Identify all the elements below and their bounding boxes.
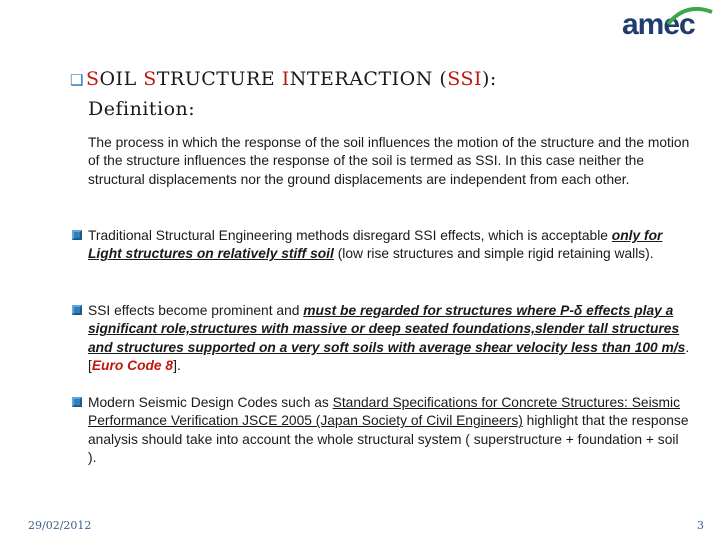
bullet-2-reference: Euro Code 8 [91,358,174,374]
bullet-icon [72,305,82,315]
bullet-1-text: Traditional Structural Engineering methods disregard SSI effects, which is acceptable [88,228,612,243]
title-bullet-icon: ❑ [70,71,84,89]
slide-title [70,68,497,90]
bullet-item-2 [72,302,690,376]
bullet-1-tail: (low rise structures and simple rigid retaining walls). [333,246,654,262]
title-abbr: SSI [447,68,483,90]
bullet-3-code-reference: Standard Specifications for Concrete Structures: Seismic Performance Verification JSCE 2005 (Japan Society of Civil Engineers) [88,395,680,429]
title-letter-s1: S [85,68,100,90]
bullet-3-tail: highlight that the response analysis should take into account the whole structural system ( superstructure + foundation + soil ). [88,413,689,466]
bullet-icon [72,397,82,407]
bullet-2-emphasis: must be regarded for structures where P-δ effects play a significant role,structures with massive or deep seated foundations,slender tall structures and structures supported on a very soft soils with average shear velocity less than 100 m/s [88,303,686,355]
title-part-4: ): [482,68,497,90]
title-part-3: NTERACTION ( [289,68,448,90]
bullet-2-bracket-open: .[ [88,339,690,374]
bullet-2-bracket-close: ]. [173,358,181,374]
title-part-1: OIL [99,68,144,90]
bullet-1-emphasis: only for Light structures on relatively stiff soil [88,228,663,262]
amec-logo [622,8,714,48]
bullet-icon [72,230,82,240]
footer-date: 29/02/2012 [28,519,92,532]
title-letter-s2: S [143,68,157,90]
logo-swoosh-icon [666,4,716,28]
title-letter-i: I [281,68,290,90]
bullet-3-text: Modern Seismic Design Codes such as [88,395,333,410]
title-part-2: TRUCTURE [156,68,282,90]
bullet-item-3 [72,394,690,468]
definition-label: Definition: [88,98,196,120]
bullet-item-1 [72,227,690,264]
page-number: 3 [697,519,704,532]
definition-text: The process in which the response of the soil influences the motion of the structure and the motion of the structure influences the response of the soil is termed as SSI. In this case neither the structural displacements nor the ground displacements are independent from each other. [88,135,690,187]
logo-text: amec [622,8,695,41]
bullet-2-text: SSI effects become prominent and [88,303,304,318]
